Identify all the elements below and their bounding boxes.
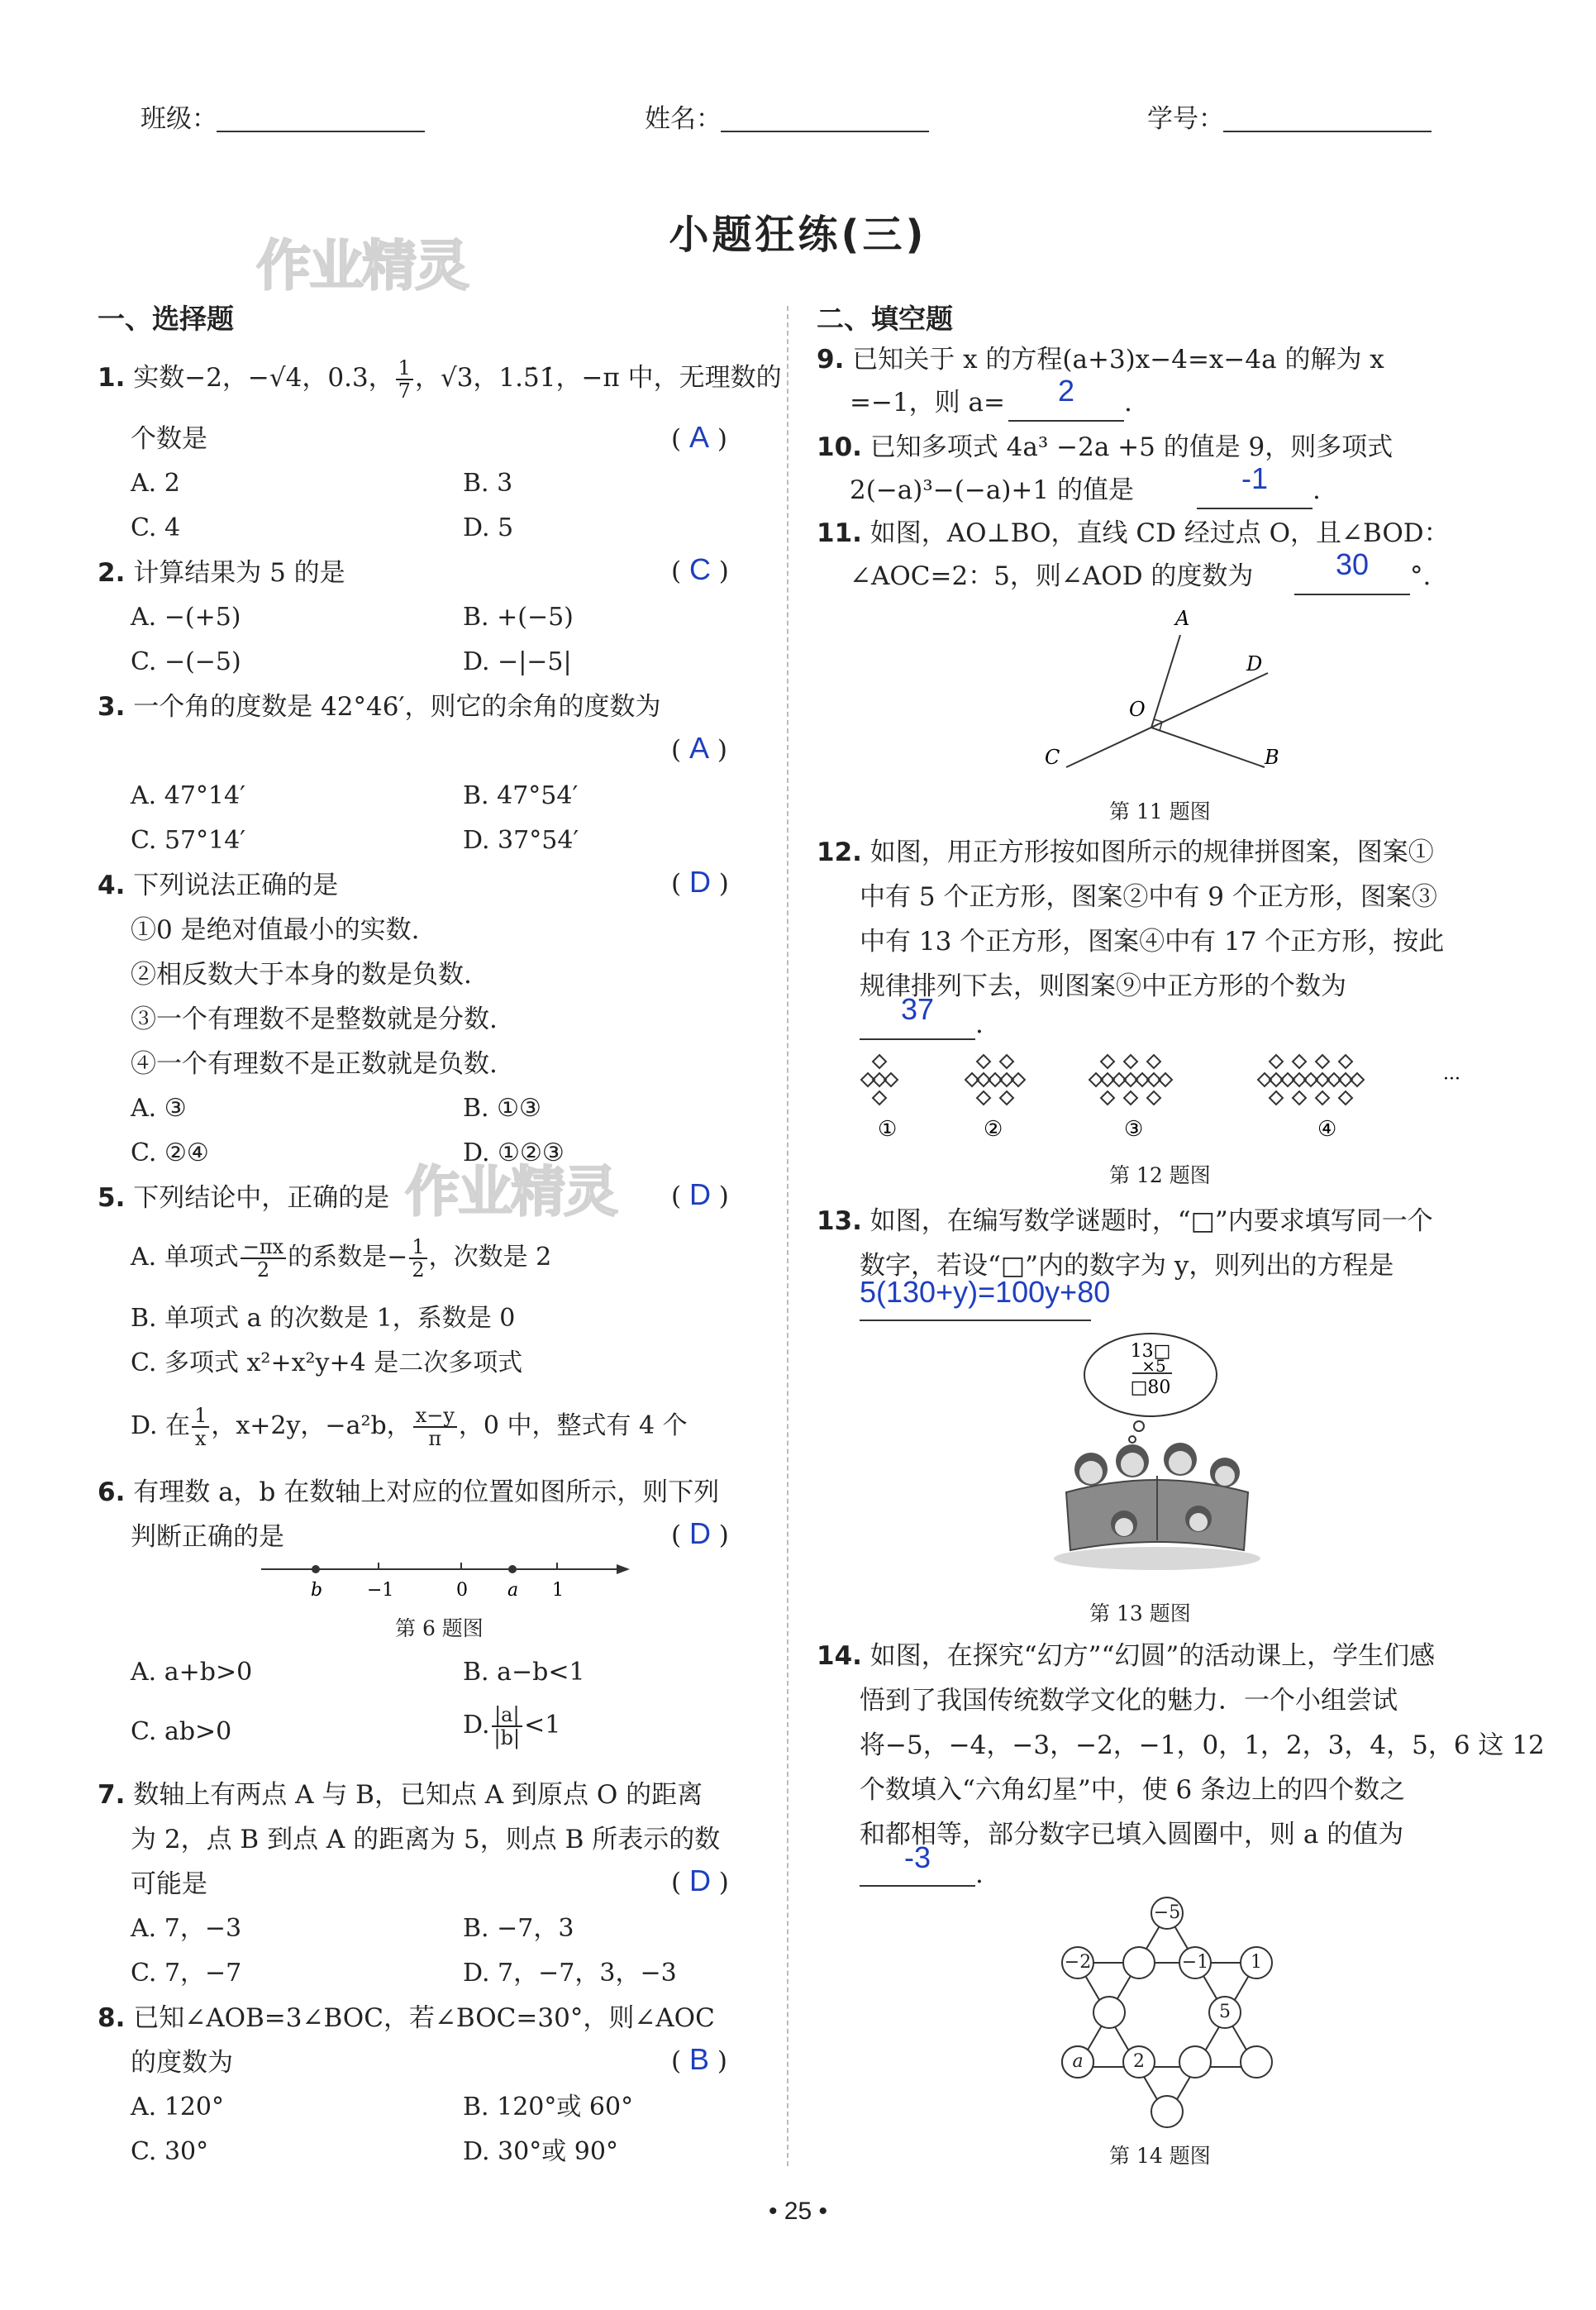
answer-paren-7: ( D ): [671, 1864, 729, 1897]
name-field[interactable]: [721, 131, 929, 132]
point-label-d: D: [1246, 652, 1263, 675]
answer-9: 2: [1057, 374, 1075, 408]
square-shape: [1147, 1091, 1160, 1105]
section-fill-in: 二、填空题: [817, 303, 953, 335]
question-4: 4. 下列说法正确的是: [98, 871, 339, 900]
puzzle-line: 13□: [1130, 1341, 1171, 1362]
answer-paren-4: ( D ): [671, 865, 729, 899]
option-b: B. 120°或 60°: [463, 2093, 634, 2121]
question-12-line2: 中有 5 个正方形，图案②中有 9 个正方形，图案③: [860, 882, 1437, 912]
point-label-o: O: [1129, 698, 1146, 721]
option-b: B. a−b<1: [463, 1658, 585, 1687]
ray-ob: [1151, 728, 1265, 767]
option-c: C. ab>0: [131, 1717, 232, 1746]
option-c: C. ②④: [131, 1138, 209, 1167]
pattern-label: ②: [984, 1117, 1003, 1139]
point-label-c: C: [1045, 746, 1060, 769]
question-14-line2: 悟到了我国传统数学文化的魅力．一个小组尝试: [860, 1686, 1398, 1716]
circle-node: 2: [1122, 2045, 1155, 2079]
answer-blank-14[interactable]: [860, 1885, 975, 1887]
period: .: [975, 1859, 984, 1889]
option-a: A. 120°: [131, 2093, 224, 2121]
square-shape: [977, 1091, 990, 1105]
square-shape: [1293, 1055, 1306, 1068]
answer-paren-2: ( C ): [671, 552, 729, 586]
square-shape: [977, 1055, 990, 1068]
question-12-line3: 中有 13 个正方形，图案④中有 17 个正方形，按此: [860, 927, 1445, 957]
circle-node: −5: [1151, 1897, 1184, 1930]
watermark: 作业精灵: [256, 234, 468, 298]
pattern-label: ③: [1124, 1117, 1144, 1139]
square-shape: [1124, 1055, 1137, 1068]
option-d: D. 5: [463, 513, 514, 542]
option-a: A. 47°14′: [131, 781, 245, 810]
option-d: D. 37°54′: [463, 826, 579, 855]
option-b: B. 单项式 a 的次数是 1，系数是 0: [131, 1304, 516, 1333]
puzzle-line: □80: [1130, 1377, 1171, 1398]
page-title: 小题狂练(三): [669, 212, 927, 258]
question-12-line4: 规律排列下去，则图案⑨中正方形的个数为: [860, 971, 1346, 1001]
answer-blank-12[interactable]: [860, 1038, 975, 1040]
line-cd: [1066, 673, 1268, 767]
square-shape: [1000, 1091, 1013, 1105]
pattern-label: ①: [878, 1117, 898, 1139]
square-shape: [1000, 1055, 1013, 1068]
column-divider: [787, 306, 788, 2166]
option-d: D. 7，−7，3，−3: [463, 1959, 677, 1988]
question-13-line2: 数字，若设“□”内的数字为 y，则列出的方程是: [860, 1251, 1394, 1281]
statement-4: ④一个有理数不是正数就是负数.: [131, 1049, 498, 1079]
square-shape: [1101, 1091, 1114, 1105]
square-pattern-figure: [851, 1048, 1479, 1139]
question-7-line2: 为 2，点 B 到点 A 的距离为 5，则点 B 所表示的数: [131, 1825, 721, 1854]
square-shape: [1339, 1091, 1352, 1105]
option-a: A. a+b>0: [131, 1658, 253, 1687]
circle-node: [1093, 1996, 1126, 2029]
children-reading-illustration: [1033, 1327, 1281, 1575]
square-shape: [1101, 1055, 1114, 1068]
answer-blank-11[interactable]: [1294, 594, 1410, 595]
section-choice: 一、选择题: [98, 303, 234, 335]
period: .: [975, 1009, 984, 1039]
circle-node: [1179, 2045, 1212, 2079]
answer-blank-10[interactable]: [1197, 508, 1313, 509]
option-b: B. ①③: [463, 1094, 541, 1123]
option-d: D. ①②③: [463, 1138, 565, 1167]
figure-caption: 第 11 题图: [1109, 799, 1211, 823]
ray-oa: [1151, 635, 1180, 728]
option-a: A. ③: [131, 1094, 187, 1123]
question-8-line2: 的度数为: [131, 2048, 233, 2078]
period: .: [1313, 475, 1321, 505]
square-shape: [1339, 1055, 1352, 1068]
puzzle-line: ×5: [1141, 1356, 1166, 1376]
circle-node: 5: [1208, 1996, 1241, 2029]
question-11-line2: ∠AOC=2：5，则∠AOD 的度数为: [850, 561, 1254, 591]
option-b: B. 47°54′: [463, 781, 579, 810]
angle-figure: [1033, 602, 1306, 784]
option-a: A. 2: [131, 469, 180, 498]
answer-paren-8: ( B ): [671, 2042, 727, 2076]
option-a: A. 7，−3: [131, 1914, 242, 1943]
question-1: 1. 实数−2，−√4，0.3， $\frac{1}{7}$ ，√3，1.5̇1̇，−π 中，无理数的: [98, 356, 782, 403]
statement-3: ③一个有理数不是整数就是分数.: [131, 1005, 498, 1034]
option-d: D. 在 $\frac{1}{x}$ ，x+2y，−a²b， $\frac{x-y}{\pi}$ ，0 中，整式有 4 个: [131, 1404, 688, 1450]
question-10-line2: 2(−a)³−(−a)+1 的值是: [850, 475, 1134, 505]
option-c: C. 多项式 x²+x²y+4 是二次多项式: [131, 1348, 523, 1377]
question-9-line2: =−1，则 a=: [850, 388, 1005, 418]
degree-unit: °.: [1410, 561, 1432, 591]
class-field[interactable]: [217, 131, 425, 132]
square-shape: [1293, 1091, 1306, 1105]
option-b: B. +(−5): [463, 603, 574, 632]
square-shape: [1270, 1091, 1283, 1105]
question-2: 2. 计算结果为 5 的是: [98, 558, 345, 588]
statement-2: ②相反数大于本身的数是负数.: [131, 960, 472, 990]
point-b: [312, 1565, 320, 1573]
circle-node: −2: [1061, 1946, 1094, 1979]
tick-label: −1: [367, 1580, 394, 1601]
figure-caption: 第 14 题图: [1109, 2144, 1211, 2168]
option-c: C. −(−5): [131, 647, 241, 676]
class-label: 班级：: [141, 104, 217, 134]
option-c: C. 30°: [131, 2137, 209, 2166]
option-b: B. −7，3: [463, 1914, 574, 1943]
option-d: D. −|−5|: [463, 647, 572, 676]
option-c: C. 7，−7: [131, 1959, 242, 1988]
question-9: 9. 已知关于 x 的方程(a+3)x−4=x−4a 的解为 x: [817, 345, 1384, 375]
watermark: 作业精灵: [405, 1160, 617, 1224]
answer-14: -3: [903, 1840, 931, 1874]
square-shape: [873, 1055, 886, 1068]
student-id-field[interactable]: [1223, 131, 1432, 132]
tick-label: 1: [552, 1580, 564, 1601]
option-c: C. 4: [131, 513, 181, 542]
tick-label: 0: [456, 1580, 468, 1601]
question-8: 8. 已知∠AOB=3∠BOC，若∠BOC=30°，则∠AOC: [98, 2003, 715, 2033]
question-3: 3. 一个角的度数是 42°46′，则它的余角的度数为: [98, 692, 661, 722]
name-label: 姓名：: [645, 104, 722, 134]
question-1-line2: 个数是: [131, 424, 207, 454]
figure-caption: 第 6 题图: [395, 1616, 484, 1640]
square-shape: [1316, 1055, 1329, 1068]
answer-10: -1: [1241, 461, 1268, 495]
answer-paren-3: ( A ): [671, 731, 727, 765]
circle-node: [1240, 2045, 1273, 2079]
option-a: A. 单项式 $\frac{-\pi x}{2}$ 的系数是− $\frac{1}{2}$ ，次数是 2: [131, 1235, 552, 1281]
question-14-line4: 个数填入“六角幻星”中，使 6 条边上的四个数之: [860, 1775, 1406, 1805]
period: .: [1124, 388, 1132, 418]
question-6-line2: 判断正确的是: [131, 1522, 284, 1552]
point-a: [508, 1565, 517, 1573]
answer-paren-1: ( A ): [671, 420, 727, 454]
number-line-figure: [256, 1556, 636, 1606]
question-6: 6. 有理数 a，b 在数轴上对应的位置如图所示，则下列: [98, 1477, 720, 1507]
circle-node: [1151, 2095, 1184, 2128]
point-label-b: B: [1265, 746, 1279, 769]
option-d: D. $\frac{|a|}{|b|}$ <1: [463, 1703, 561, 1749]
student-id-label: 学号：: [1147, 104, 1224, 134]
option-d: D. 30°或 90°: [463, 2137, 618, 2166]
circle-node: −1: [1179, 1946, 1212, 1979]
figure-caption: 第 13 题图: [1089, 1601, 1191, 1625]
option-b: B. 3: [463, 469, 513, 498]
square-shape: [1316, 1091, 1329, 1105]
answer-11: 30: [1335, 547, 1370, 581]
question-11: 11. 如图，AO⊥BO，直线 CD 经过点 O，且∠BOD：: [817, 518, 1450, 548]
page-number: • 25 •: [768, 2198, 828, 2225]
square-shape: [1147, 1055, 1160, 1068]
statement-1: ①0 是绝对值最小的实数.: [131, 915, 420, 945]
option-c: C. 57°14′: [131, 826, 246, 855]
ellipsis: ···: [1443, 1069, 1460, 1090]
circle-node: [1122, 1946, 1155, 1979]
square-shape: [1270, 1055, 1283, 1068]
circle-node-a: a: [1061, 2045, 1094, 2079]
pattern-label: ④: [1317, 1117, 1337, 1139]
question-10: 10. 已知多项式 4a³ −2a +5 的值是 9，则多项式: [817, 432, 1394, 462]
figure-caption: 第 12 题图: [1109, 1163, 1211, 1187]
question-13: 13. 如图，在编写数学谜题时，“□”内要求填写同一个: [817, 1206, 1433, 1236]
question-7-line3: 可能是: [131, 1869, 207, 1899]
question-14: 14. 如图，在探究“幻方”“幻圆”的活动课上，学生们感: [817, 1641, 1436, 1671]
answer-13: 5(130+y)=100y+80: [860, 1275, 1111, 1309]
answer-paren-5: ( D ): [671, 1177, 729, 1211]
answer-blank-9[interactable]: [1008, 420, 1124, 422]
option-a: A. −(+5): [131, 603, 241, 632]
question-14-line3: 将−5，−4，−3，−2，−1，0，1，2，3，4，5，6 这 12: [860, 1730, 1545, 1760]
question-7: 7. 数轴上有两点 A 与 B，已知点 A 到原点 O 的距离: [98, 1780, 703, 1810]
answer-blank-13[interactable]: [860, 1320, 1091, 1321]
tick-label: a: [507, 1580, 519, 1601]
point-label-a: A: [1175, 607, 1190, 630]
question-5: 5. 下列结论中，正确的是: [98, 1183, 390, 1213]
square-shape: [1124, 1091, 1137, 1105]
answer-paren-6: ( D ): [671, 1516, 729, 1550]
tick-label: b: [311, 1580, 323, 1601]
square-shape: [873, 1091, 886, 1105]
circle-node: 1: [1240, 1946, 1273, 1979]
question-14-line5: 和都相等，部分数字已填入圆圈中，则 a 的值为: [860, 1820, 1404, 1849]
question-12: 12. 如图，用正方形按如图所示的规律拼图案，图案①: [817, 838, 1434, 867]
answer-12: 37: [900, 992, 935, 1026]
